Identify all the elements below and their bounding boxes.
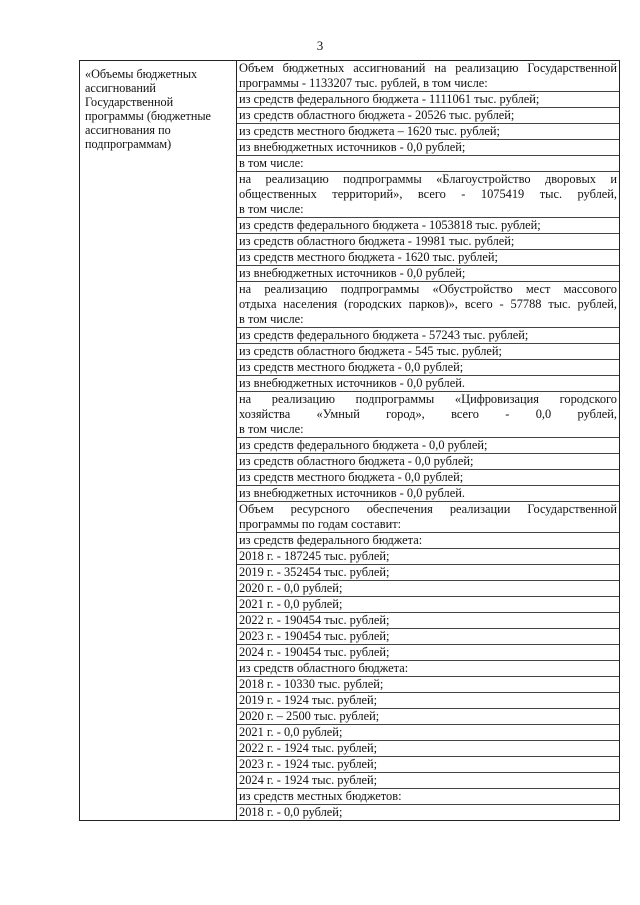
content-line-text: программы по годам составит: xyxy=(239,517,402,531)
table-row xyxy=(80,61,620,821)
content-line xyxy=(237,629,619,645)
content-line xyxy=(237,392,619,438)
content-line-text: 2024 г. - 190454 тыс. рублей; xyxy=(239,645,390,659)
content-line xyxy=(237,597,619,613)
content-line xyxy=(237,266,619,282)
content-line xyxy=(237,234,619,250)
content-line-text: из средств местного бюджета - 0,0 рублей; xyxy=(239,470,464,484)
content-line xyxy=(237,805,619,820)
content-line xyxy=(237,486,619,502)
content-line xyxy=(237,645,619,661)
content-line-text: из средств местного бюджета - 0,0 рублей; xyxy=(239,360,464,374)
content-line xyxy=(237,549,619,565)
content-line xyxy=(237,282,619,328)
content-line-text: из средств федерального бюджета - 1111061 тыс. рублей; xyxy=(239,92,540,106)
content-line-text: из средств федерального бюджета: xyxy=(239,533,423,547)
content-line-text: 2024 г. - 1924 тыс. рублей; xyxy=(239,773,378,787)
content-line-text: из средств федерального бюджета - 57243 тыс. рублей; xyxy=(239,328,529,342)
content-line-text: хозяйства «Умный город», всего - 0,0 рублей, xyxy=(239,407,617,421)
content-line-text: 2018 г. - 187245 тыс. рублей; xyxy=(239,549,390,563)
content-line-text: 2018 г. - 0,0 рублей; xyxy=(239,805,343,819)
content-line xyxy=(237,376,619,392)
content-line xyxy=(237,725,619,741)
content-line xyxy=(237,470,619,486)
content-line-text: 2022 г. - 190454 тыс. рублей; xyxy=(239,613,390,627)
content-line xyxy=(237,218,619,234)
content-line xyxy=(237,581,619,597)
content-line-text: из средств областного бюджета: xyxy=(239,661,409,675)
content-line xyxy=(237,61,619,92)
content-line-text: из средств федерального бюджета - 0,0 рублей; xyxy=(239,438,488,452)
content-line-text: на реализацию подпрограммы «Благоустройство дворовых и xyxy=(239,172,617,186)
content-line xyxy=(237,438,619,454)
content-line xyxy=(237,250,619,266)
content-line xyxy=(237,613,619,629)
content-line-text: из внебюджетных источников - 0,0 рублей; xyxy=(239,266,466,280)
content-line-text: 2023 г. - 1924 тыс. рублей; xyxy=(239,757,378,771)
content-line-text: в том числе: xyxy=(239,312,304,326)
content-line xyxy=(237,140,619,156)
page-number: 3 xyxy=(316,38,324,53)
content-line xyxy=(237,789,619,805)
content-line xyxy=(237,741,619,757)
content-line xyxy=(237,502,619,533)
content-line-text: программы - 1133207 тыс. рублей, в том числе: xyxy=(239,76,488,90)
content-line-text: 2018 г. - 10330 тыс. рублей; xyxy=(239,677,384,691)
content-line-text: из внебюджетных источников - 0,0 рублей; xyxy=(239,140,466,154)
content-line-text: из средств областного бюджета - 545 тыс. рублей; xyxy=(239,344,502,358)
content-line-text: из средств областного бюджета - 20526 тыс. рублей; xyxy=(239,108,515,122)
row-heading-text: «Объемы бюджетных ассигнований Государственной программы (бюджетные ассигнования по подпрограммам) xyxy=(85,67,211,151)
content-line-text: из средств местного бюджета – 1620 тыс. рублей; xyxy=(239,124,500,138)
content-line-text: Объем ресурсного обеспечения реализации Государственной xyxy=(239,502,617,516)
content-line-text: в том числе: xyxy=(239,156,304,170)
content-line-text: на реализацию подпрограммы «Цифровизация городского xyxy=(239,392,617,406)
content-line xyxy=(237,661,619,677)
content-line xyxy=(237,677,619,693)
content-line-text: из внебюджетных источников - 0,0 рублей. xyxy=(239,376,465,390)
content-line xyxy=(237,533,619,549)
content-line-text: общественных территорий», всего - 1075419 тыс. рублей, xyxy=(239,187,617,201)
content-line-text: 2021 г. - 0,0 рублей; xyxy=(239,597,343,611)
content-line-text: из средств областного бюджета - 19981 тыс. рублей; xyxy=(239,234,515,248)
content-line-text: из средств местного бюджета - 1620 тыс. рублей; xyxy=(239,250,498,264)
content-line xyxy=(237,328,619,344)
content-line-text: в том числе: xyxy=(239,202,304,216)
content-line-text: из средств местных бюджетов: xyxy=(239,789,402,803)
content-line-text: 2019 г. - 352454 тыс. рублей; xyxy=(239,565,390,579)
program-passport-table xyxy=(79,60,620,821)
row-content-cell xyxy=(237,61,620,821)
content-line-text: 2019 г. - 1924 тыс. рублей; xyxy=(239,693,378,707)
content-line xyxy=(237,108,619,124)
content-line xyxy=(237,156,619,172)
content-line-text: из средств областного бюджета - 0,0 рублей; xyxy=(239,454,474,468)
content-line-text: из средств федерального бюджета - 1053818 тыс. рублей; xyxy=(239,218,541,232)
content-line xyxy=(237,344,619,360)
content-lines xyxy=(237,61,619,820)
content-line xyxy=(237,773,619,789)
content-line-text: 2023 г. - 190454 тыс. рублей; xyxy=(239,629,390,643)
content-line-text: 2022 г. - 1924 тыс. рублей; xyxy=(239,741,378,755)
content-line-text: 2021 г. - 0,0 рублей; xyxy=(239,725,343,739)
content-line-text: отдыха населения (городских парков)», всего - 57788 тыс. рублей, xyxy=(239,297,617,311)
row-heading-cell xyxy=(80,61,237,821)
content-line xyxy=(237,124,619,140)
content-line-text: на реализацию подпрограммы «Обустройство мест массового xyxy=(239,282,617,296)
content-line xyxy=(237,693,619,709)
content-line-text: Объем бюджетных ассигнований на реализацию Государственной xyxy=(239,61,617,75)
content-line-text: 2020 г. – 2500 тыс. рублей; xyxy=(239,709,380,723)
content-line xyxy=(237,360,619,376)
content-line-text: в том числе: xyxy=(239,422,304,436)
content-line xyxy=(237,92,619,108)
content-line xyxy=(237,454,619,470)
content-line-text: 2020 г. - 0,0 рублей; xyxy=(239,581,343,595)
content-line xyxy=(237,172,619,218)
content-line xyxy=(237,757,619,773)
content-line-text: из внебюджетных источников - 0,0 рублей. xyxy=(239,486,465,500)
content-line xyxy=(237,565,619,581)
content-line xyxy=(237,709,619,725)
